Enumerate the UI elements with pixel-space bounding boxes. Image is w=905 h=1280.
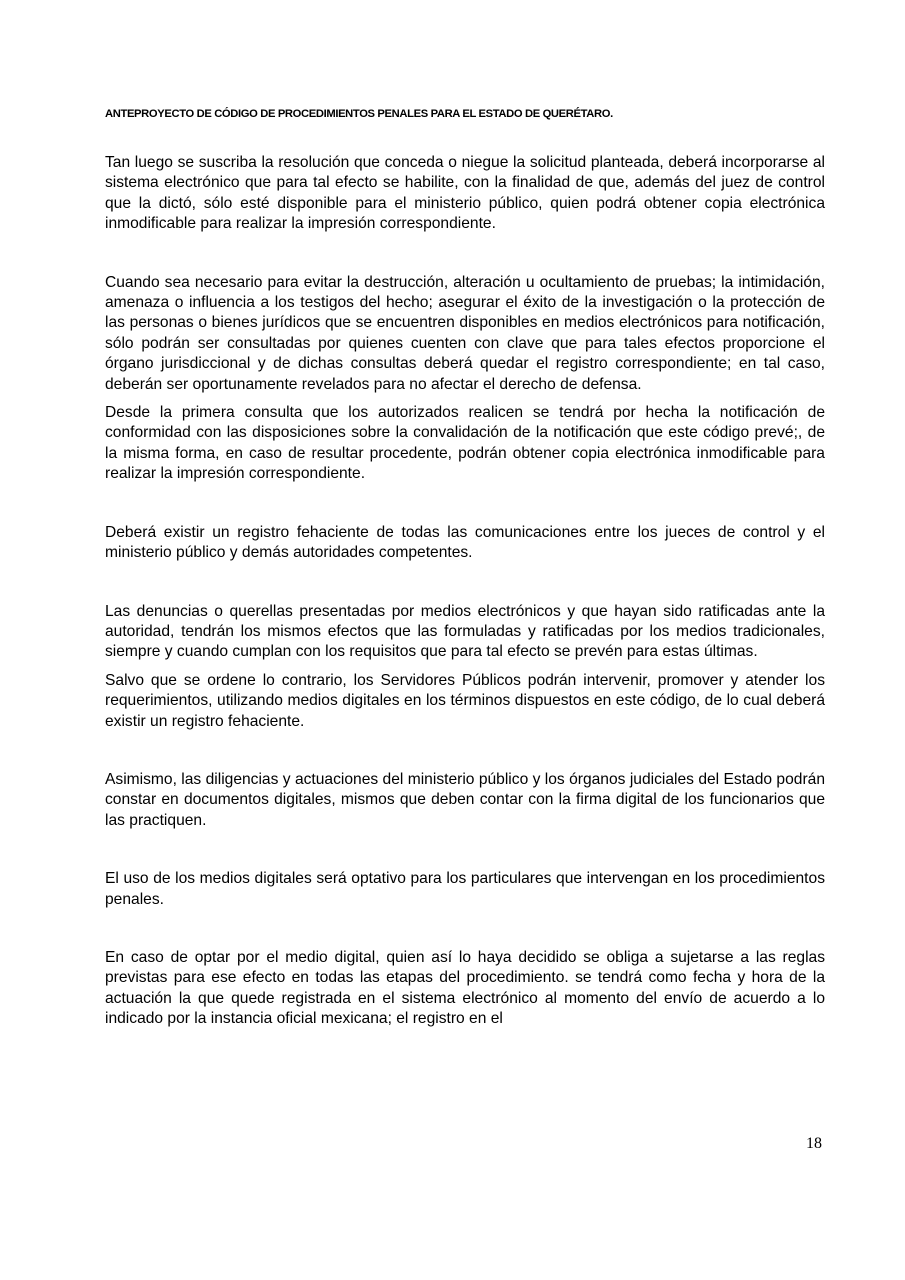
document-body [105,153,825,1030]
paragraph-7: Asimismo, las diligencias y actuaciones del ministerio público y los órganos judiciales del Estado podrán constar en documentos digitales, mismos que deben contar con la firma digital de los funcionarios que las practiquen. [105,770,825,829]
paragraph-3: Desde la primera consulta que los autorizados realicen se tendrá por hecha la notificación de conformidad con las disposiciones sobre la convalidación de la notificación que este código prevé;, de la misma forma, en caso de resultar procedente, podrán obtener copia electrónica inmodificable para realizar la impresión correspondiente. [105,404,825,483]
paragraph-4: Deberá existir un registro fehaciente de todas las comunicaciones entre los jueces de control y el ministerio público y demás autoridades competentes. [105,523,825,562]
document-header-title: ANTEPROYECTO DE CÓDIGO DE PROCEDIMIENTOS PENALES PARA EL ESTADO DE QUERÉTARO. [105,108,613,120]
paragraph-8: El uso de los medios digitales será optativo para los particulares que intervengan en los procedimientos penales. [105,870,825,908]
paragraph-1: Tan luego se suscriba la resolución que conceda o niegue la solicitud planteada, deberá incorporarse al sistema electrónico que para tal efecto se habilite, con la finalidad de que, además del juez de control que la dictó, sólo esté disponible para el ministerio público, quien podrá obtener copia electrónica inmodificable para realizar la impresión correspondiente. [105,154,825,233]
paragraph-5: Las denuncias o querellas presentadas por medios electrónicos y que hayan sido ratificadas ante la autoridad, tendrán los mismos efectos que las formuladas y ratificadas por los medios tradicionales, siempre y cuando cumplan con los requisitos que para tal efecto se prevén para estas últimas. [105,602,825,661]
paragraph-9: En caso de optar por el medio digital, quien así lo haya decidido se obliga a sujetarse a las reglas previstas para ese efecto en todas las etapas del procedimiento. se tendrá como fecha y hora de la actuación la que quede registrada en el sistema electrónico al momento del envío de acuerdo a lo indicado por la instancia oficial mexicana; el registro en el [105,948,825,1028]
page-number: 18 [806,1135,822,1152]
paragraph-6: Salvo que se ordene lo contrario, los Servidores Públicos podrán intervenir, promover y atender los requerimientos, utilizando medios digitales en los términos dispuestos en este código, de lo cual deberá existir un registro fehaciente. [105,671,825,730]
paragraph-2: Cuando sea necesario para evitar la destrucción, alteración u ocultamiento de pruebas; la intimidación, amenaza o influencia a los testigos del hecho; asegurar el éxito de la investigación o la protección de las personas o bienes jurídicos que se encuentren disponibles en medios electrónicos para notificación, sólo podrán ser consultadas por quienes cuenten con clave que para tales efectos proporcione el órgano jurisdiccional y de dichas consultas deberá quedar el registro correspondiente; en tal caso, deberán ser oportunamente revelados para no afectar el derecho de defensa. [105,273,825,393]
